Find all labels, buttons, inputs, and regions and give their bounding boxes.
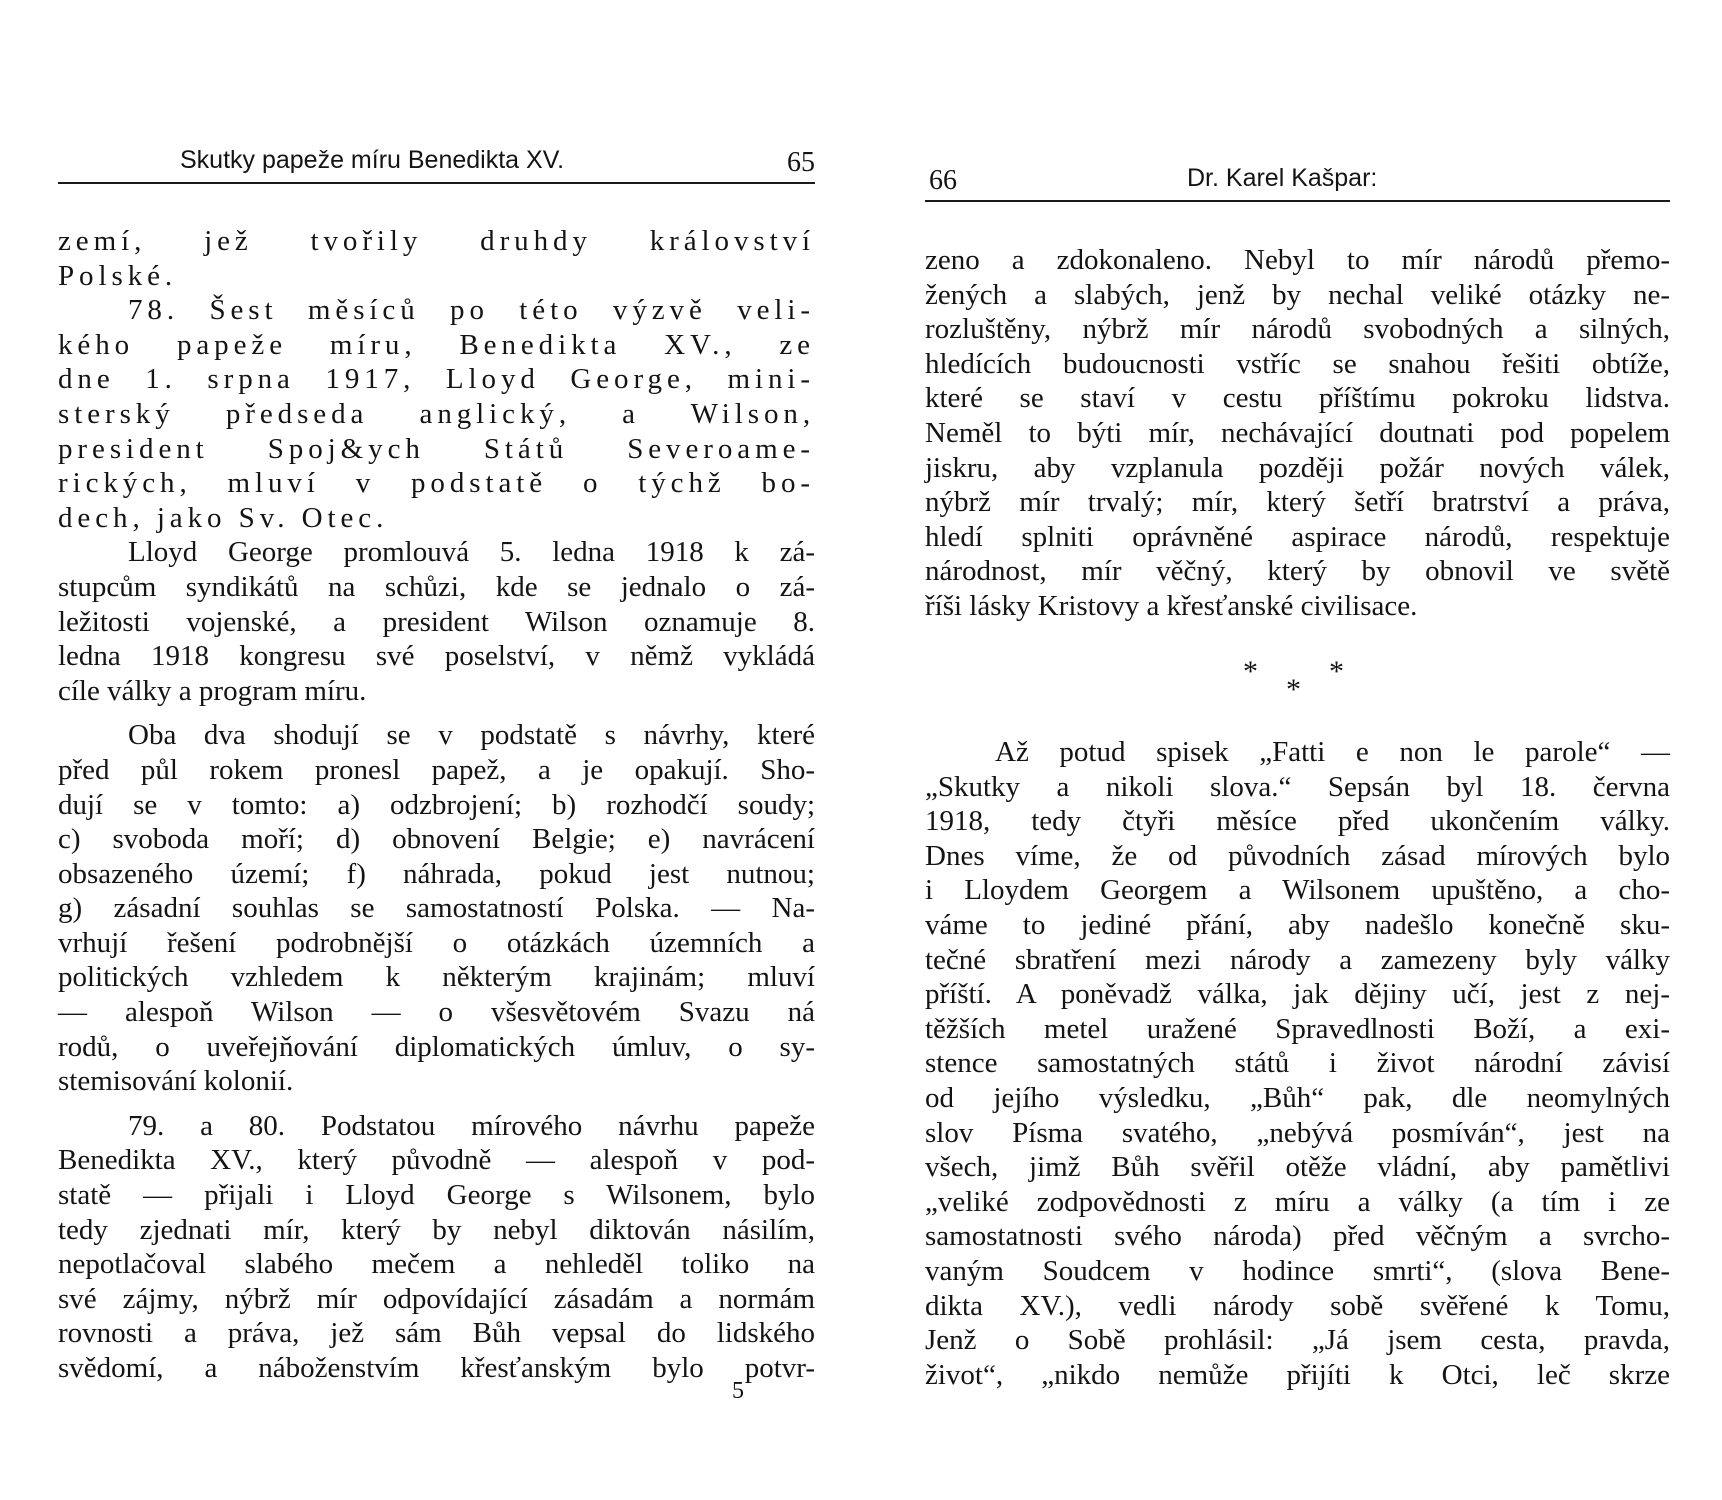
signature-mark: 5 [732, 1378, 744, 1404]
text-line: Lloyd George promlouvá 5. ledna 1918 k zá- [128, 536, 815, 569]
text-line: tedy zjednati mír, který by nebyl diktován násilím, [58, 1213, 815, 1246]
text-line: dují se v tomto: a) odzbrojení; b) rozhodčí soudy; [58, 788, 815, 821]
text-line: hledí splniti oprávněné aspirace národů, respektuje [925, 520, 1670, 553]
text-line: zemí, jež tvořily druhdy království [58, 225, 815, 257]
text-line: všech, jimž Bůh svěřil otěže vládní, aby pamětlivi [925, 1151, 1670, 1184]
asterisk: * [1286, 673, 1301, 706]
text-line: sterský předseda anglický, a Wilson, [58, 397, 815, 430]
text-line: rovnosti a práva, jež sám Bůh vepsal do lidského [58, 1317, 815, 1350]
text-line: národnost, mír věčný, který by obnovil ve světě [925, 555, 1670, 588]
text-line: váme to jediné přání, aby nadešlo konečně sku- [925, 908, 1670, 941]
text-line: stemisování kolonií. [58, 1065, 294, 1098]
text-line: politických vzhledem k některým krajinám; mluví [58, 961, 815, 994]
text-line: Až potud spisek „Fatti e non le parole“ — [995, 736, 1670, 768]
text-line: obsazeného území; f) náhrada, pokud jest nutnou; [58, 857, 815, 890]
text-line: slov Písma svatého, „nebývá posmíván“, jest na [925, 1116, 1670, 1149]
text-line: Polské. [58, 259, 178, 292]
text-line: dech, jako Sv. Otec. [58, 501, 389, 534]
text-line: Jenž o Sobě prohlásil: „Já jsem cesta, pravda, [925, 1324, 1670, 1357]
text-line: stupcům syndikátů na schůzi, kde se jednalo o zá- [58, 570, 815, 603]
text-line: zeno a zdokonaleno. Nebyl to mír národů přemo- [925, 244, 1670, 276]
text-line: g) zásadní souhlas se samostatností Polska. — Na- [58, 892, 815, 925]
text-line: nepotlačoval slabého mečem a nehleděl toliko na [58, 1248, 815, 1281]
right-header-title: Dr. Karel Kašpar: [1187, 164, 1378, 192]
text-line: svědomí, a náboženstvím křesťanským bylo potvr- [58, 1352, 815, 1384]
text-line: vrhují řešení podrobnější o otázkách územních a [58, 926, 815, 959]
text-line: své zájmy, nýbrž mír odpovídající zásadám a normám [58, 1282, 815, 1315]
text-line: které se staví v cestu příštímu pokroku lidstva. [925, 382, 1670, 415]
text-line: „Skutky a nikoli slova.“ Sepsán byl 18. června [925, 770, 1670, 803]
text-line: dne 1. srpna 1917, Lloyd George, mini- [58, 363, 815, 396]
text-line: nýbrž mír trvalý; mír, který šetří bratrství a práva, [925, 486, 1670, 519]
text-line: život“, „nikdo nemůže přijíti k Otci, leč skrze [925, 1358, 1670, 1391]
text-line: žených a slabých, jenž by nechal veliké otázky ne- [925, 278, 1670, 311]
right-body-text-top [925, 243, 1670, 624]
text-line: od jejího výsledku, „Bůh“ pak, dle neomylných [925, 1081, 1670, 1114]
text-line: 78. Šest měsíců po této výzvě veli- [128, 294, 815, 327]
left-page-number: 65 [787, 147, 815, 178]
text-line: „veliké zodpovědnosti z míru a války (a tím i ze [925, 1185, 1670, 1218]
text-line: před půl rokem pronesl papež, a je opakují. Sho- [58, 753, 815, 786]
text-line: Neměl to býti mír, nechávající doutnati pod popelem [925, 416, 1670, 449]
text-line: kého papeže míru, Benedikta XV., ze [58, 328, 815, 361]
right-body-text-bottom [925, 735, 1670, 1392]
text-line: vaným Soudcem v hodince smrti“, (slova Bene- [925, 1254, 1670, 1287]
text-line: i Lloydem Georgem a Wilsonem upuštěno, a cho- [925, 874, 1670, 907]
text-line: stence samostatných států i život národní závisí [925, 1047, 1670, 1080]
asterism [925, 655, 1670, 715]
paragraph-gap [58, 708, 815, 718]
text-line: těžších metel uražené Spravedlnosti Boží, a exi- [925, 1012, 1670, 1045]
text-line: president Spoj&ych Států Severoame- [58, 432, 815, 465]
text-line: Dnes víme, že od původních zásad mírových bylo [925, 839, 1670, 872]
text-line: Benedikta XV., který původně — alespoň v pod- [58, 1144, 815, 1177]
text-line: rozluštěny, nýbrž mír národů svobodných a silných, [925, 313, 1670, 346]
text-line: c) svoboda moří; d) obnovení Belgie; e) navrácení [58, 823, 815, 856]
text-line: tečné sbratření mezi národy a zamezeny byly války [925, 943, 1670, 976]
text-line: rodů, o uveřejňování diplomatických úmluv, o sy- [58, 1030, 815, 1063]
text-line: 1918, tedy čtyři měsíce před ukončením války. [925, 805, 1670, 838]
text-line: ledna 1918 kongresu své poselství, v němž vykládá [58, 640, 815, 673]
text-line: statě — přijali i Lloyd George s Wilsonem, bylo [58, 1179, 815, 1212]
left-body-text [58, 224, 815, 1386]
asterisk: * [1243, 655, 1258, 688]
text-line: 79. a 80. Podstatou mírového návrhu papeže [128, 1109, 815, 1142]
text-line: příští. A poněvadž válka, jak dějiny učí, jest z nej- [925, 978, 1670, 1011]
right-running-head [925, 160, 1670, 202]
right-page-number: 66 [929, 165, 957, 196]
left-header-title: Skutky papeže míru Benedikta XV. [180, 146, 565, 174]
text-line: hledících budoucnosti vstříc se snahou řešiti obtíže, [925, 347, 1670, 380]
left-running-head [58, 142, 815, 184]
text-line: cíle války a program míru. [58, 674, 367, 707]
text-line: samostatnosti svého národa) před věčným a svrcho- [925, 1220, 1670, 1253]
asterisk: * [1329, 655, 1344, 688]
text-line: dikta XV.), vedli národy sobě svěřené k Tomu, [925, 1289, 1670, 1322]
text-line: rických, mluví v podstatě o týchž bo- [58, 467, 815, 500]
text-line: jiskru, aby vzplanula později požár nových válek, [925, 451, 1670, 484]
text-line: — alespoň Wilson — o všesvětovém Svazu ná [58, 996, 815, 1029]
paragraph-gap [58, 1099, 815, 1109]
text-line: říši lásky Kristovy a křesťanské civilisace. [925, 589, 1418, 622]
text-line: Oba dva shodují se v podstatě s návrhy, které [128, 719, 815, 752]
text-line: ležitosti vojenské, a president Wilson oznamuje 8. [58, 605, 815, 638]
